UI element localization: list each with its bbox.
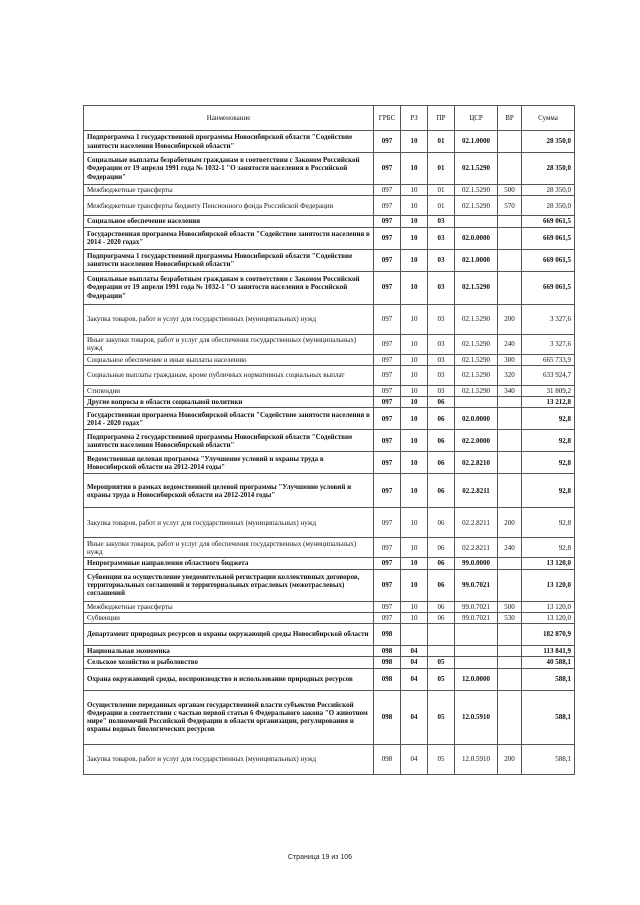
cell-pr: 01 bbox=[428, 131, 455, 153]
cell-name: Социальные выплаты безработным гражданам в соответствии с Законом Российской Федерации от 19 апреля 1991 года № 1032-1 "О занятости населения в Российской Федерации" bbox=[84, 153, 374, 185]
cell-csr bbox=[455, 646, 498, 657]
cell-rz: 10 bbox=[401, 365, 428, 385]
cell-rz: 10 bbox=[401, 249, 428, 271]
cell-grbs: 098 bbox=[374, 646, 401, 657]
table-row bbox=[84, 430, 575, 452]
cell-grbs: 097 bbox=[374, 474, 401, 508]
cell-csr: 02.1.0000 bbox=[455, 249, 498, 271]
cell-vr: 240 bbox=[498, 538, 522, 558]
cell-rz: 10 bbox=[401, 474, 428, 508]
table-row bbox=[84, 185, 575, 196]
cell-rz: 10 bbox=[401, 216, 428, 227]
cell-rz: 10 bbox=[401, 538, 428, 558]
cell-sum: 182 870,9 bbox=[522, 624, 575, 646]
cell-grbs: 097 bbox=[374, 508, 401, 538]
cell-grbs: 098 bbox=[374, 668, 401, 690]
cell-rz: 10 bbox=[401, 227, 428, 249]
cell-sum: 92,8 bbox=[522, 430, 575, 452]
cell-sum: 13 120,0 bbox=[522, 612, 575, 623]
cell-grbs: 097 bbox=[374, 354, 401, 365]
cell-rz: 10 bbox=[401, 452, 428, 474]
cell-sum: 28 350,0 bbox=[522, 196, 575, 216]
table-row bbox=[84, 216, 575, 227]
cell-pr: 06 bbox=[428, 430, 455, 452]
cell-csr: 02.0.0000 bbox=[455, 227, 498, 249]
cell-pr: 06 bbox=[428, 558, 455, 569]
cell-pr: 06 bbox=[428, 408, 455, 430]
cell-sum: 665 733,9 bbox=[522, 354, 575, 365]
cell-grbs: 098 bbox=[374, 744, 401, 774]
cell-rz: 10 bbox=[401, 304, 428, 334]
cell-grbs: 097 bbox=[374, 569, 401, 601]
cell-pr: 01 bbox=[428, 153, 455, 185]
cell-csr: 02.2.8211 bbox=[455, 474, 498, 508]
cell-csr bbox=[455, 657, 498, 668]
cell-name: Субвенции на осуществление уведомительной регистрации коллективных договоров, территориальных соглашений и территориальных отраслевых (межотраслевых) соглашений bbox=[84, 569, 374, 601]
cell-name: Другие вопросы в области социальной политики bbox=[84, 397, 374, 408]
cell-vr: 320 bbox=[498, 365, 522, 385]
cell-name: Мероприятия в рамках ведомственной целевой программы "Улучшение условий и охраны труда в Новосибирской области на 2012-2014 годы" bbox=[84, 474, 374, 508]
cell-sum: 13 120,0 bbox=[522, 601, 575, 612]
cell-csr bbox=[455, 216, 498, 227]
cell-sum: 3 327,6 bbox=[522, 304, 575, 334]
cell-grbs: 097 bbox=[374, 365, 401, 385]
table-row bbox=[84, 612, 575, 623]
cell-csr: 02.1.5290 bbox=[455, 185, 498, 196]
cell-csr: 02.1.5290 bbox=[455, 334, 498, 354]
cell-vr bbox=[498, 657, 522, 668]
cell-csr: 02.2.8211 bbox=[455, 508, 498, 538]
cell-sum: 588,1 bbox=[522, 668, 575, 690]
header-name: Наименование bbox=[84, 106, 374, 131]
cell-grbs: 097 bbox=[374, 558, 401, 569]
cell-pr: 06 bbox=[428, 538, 455, 558]
cell-sum: 669 061,5 bbox=[522, 227, 575, 249]
cell-vr bbox=[498, 397, 522, 408]
page-number: Страница 19 из 106 bbox=[287, 854, 353, 861]
cell-csr: 02.1.5290 bbox=[455, 153, 498, 185]
cell-name: Государственная программа Новосибирской области "Содействие занятости населения в 2014 - 2020 годах" bbox=[84, 227, 374, 249]
cell-rz: 10 bbox=[401, 569, 428, 601]
cell-pr: 05 bbox=[428, 690, 455, 744]
cell-vr bbox=[498, 558, 522, 569]
cell-grbs: 097 bbox=[374, 271, 401, 304]
header-pr: ПР bbox=[428, 106, 455, 131]
table-row bbox=[84, 646, 575, 657]
cell-rz bbox=[401, 624, 428, 646]
cell-grbs: 097 bbox=[374, 304, 401, 334]
table-row bbox=[84, 538, 575, 558]
cell-rz: 10 bbox=[401, 153, 428, 185]
cell-csr: 99.0.7021 bbox=[455, 569, 498, 601]
cell-sum: 92,8 bbox=[522, 408, 575, 430]
cell-sum: 633 924,7 bbox=[522, 365, 575, 385]
cell-grbs: 097 bbox=[374, 216, 401, 227]
cell-pr: 06 bbox=[428, 474, 455, 508]
header-csr: ЦСР bbox=[455, 106, 498, 131]
cell-rz: 10 bbox=[401, 558, 428, 569]
cell-pr bbox=[428, 624, 455, 646]
cell-grbs: 097 bbox=[374, 452, 401, 474]
cell-csr: 99.0.0000 bbox=[455, 558, 498, 569]
cell-vr bbox=[498, 452, 522, 474]
header-sum: Сумма bbox=[522, 106, 575, 131]
cell-sum: 3 327,6 bbox=[522, 334, 575, 354]
cell-rz: 10 bbox=[401, 601, 428, 612]
cell-grbs: 098 bbox=[374, 690, 401, 744]
cell-grbs: 097 bbox=[374, 153, 401, 185]
cell-sum: 92,8 bbox=[522, 452, 575, 474]
cell-csr: 12.0.5910 bbox=[455, 744, 498, 774]
table-row bbox=[84, 271, 575, 304]
cell-pr: 05 bbox=[428, 744, 455, 774]
cell-grbs: 097 bbox=[374, 430, 401, 452]
cell-csr: 99.0.7021 bbox=[455, 612, 498, 623]
table-row bbox=[84, 744, 575, 774]
cell-vr bbox=[498, 408, 522, 430]
cell-rz: 10 bbox=[401, 131, 428, 153]
cell-grbs: 097 bbox=[374, 601, 401, 612]
cell-vr: 530 bbox=[498, 612, 522, 623]
table-header-row bbox=[84, 106, 575, 131]
cell-rz: 04 bbox=[401, 646, 428, 657]
cell-name: Межбюджетные трансферты bbox=[84, 601, 374, 612]
cell-grbs: 098 bbox=[374, 624, 401, 646]
cell-vr bbox=[498, 216, 522, 227]
cell-grbs: 097 bbox=[374, 538, 401, 558]
table-row bbox=[84, 365, 575, 385]
cell-grbs: 097 bbox=[374, 227, 401, 249]
cell-sum: 669 061,5 bbox=[522, 249, 575, 271]
cell-sum: 31 809,2 bbox=[522, 385, 575, 396]
cell-vr: 570 bbox=[498, 196, 522, 216]
cell-rz: 10 bbox=[401, 334, 428, 354]
cell-rz: 04 bbox=[401, 690, 428, 744]
cell-rz: 10 bbox=[401, 397, 428, 408]
cell-pr: 03 bbox=[428, 365, 455, 385]
table-row bbox=[84, 690, 575, 744]
table-row bbox=[84, 601, 575, 612]
table-row bbox=[84, 397, 575, 408]
cell-pr: 03 bbox=[428, 354, 455, 365]
cell-vr: 240 bbox=[498, 334, 522, 354]
cell-vr: 200 bbox=[498, 304, 522, 334]
table-row bbox=[84, 196, 575, 216]
table-row bbox=[84, 408, 575, 430]
cell-rz: 10 bbox=[401, 271, 428, 304]
cell-vr bbox=[498, 430, 522, 452]
cell-pr: 03 bbox=[428, 216, 455, 227]
cell-name: Межбюджетные трансферты bbox=[84, 185, 374, 196]
cell-csr: 02.2.8211 bbox=[455, 538, 498, 558]
table-row bbox=[84, 385, 575, 396]
cell-vr bbox=[498, 668, 522, 690]
table-row bbox=[84, 249, 575, 271]
cell-name: Закупка товаров, работ и услуг для государственных (муниципальных) нужд bbox=[84, 304, 374, 334]
cell-csr bbox=[455, 624, 498, 646]
table-row bbox=[84, 131, 575, 153]
cell-pr: 05 bbox=[428, 657, 455, 668]
cell-rz: 10 bbox=[401, 354, 428, 365]
cell-name: Непрограммные направления областного бюджета bbox=[84, 558, 374, 569]
budget-table bbox=[83, 105, 575, 775]
cell-vr bbox=[498, 249, 522, 271]
cell-csr: 02.1.5290 bbox=[455, 196, 498, 216]
cell-pr bbox=[428, 646, 455, 657]
cell-name: Закупка товаров, работ и услуг для государственных (муниципальных) нужд bbox=[84, 508, 374, 538]
cell-sum: 13 212,8 bbox=[522, 397, 575, 408]
cell-name: Межбюджетные трансферты бюджету Пенсионного фонда Российской Федерации bbox=[84, 196, 374, 216]
cell-sum: 28 350,0 bbox=[522, 185, 575, 196]
cell-name: Субвенции bbox=[84, 612, 374, 623]
cell-csr: 02.1.5290 bbox=[455, 385, 498, 396]
cell-pr: 06 bbox=[428, 508, 455, 538]
cell-sum: 588,1 bbox=[522, 744, 575, 774]
cell-name: Национальная экономика bbox=[84, 646, 374, 657]
cell-grbs: 097 bbox=[374, 131, 401, 153]
cell-vr bbox=[498, 131, 522, 153]
header-rz: РЗ bbox=[401, 106, 428, 131]
cell-sum: 669 061,5 bbox=[522, 271, 575, 304]
cell-csr: 02.2.0000 bbox=[455, 430, 498, 452]
cell-rz: 10 bbox=[401, 385, 428, 396]
cell-vr: 200 bbox=[498, 744, 522, 774]
cell-pr: 06 bbox=[428, 397, 455, 408]
cell-pr: 06 bbox=[428, 569, 455, 601]
cell-sum: 13 120,0 bbox=[522, 569, 575, 601]
cell-sum: 92,8 bbox=[522, 538, 575, 558]
cell-grbs: 097 bbox=[374, 196, 401, 216]
cell-csr: 02.1.5290 bbox=[455, 354, 498, 365]
cell-name: Иные закупки товаров, работ и услуг для обеспечения государственных (муниципальных) нужд bbox=[84, 538, 374, 558]
cell-csr: 02.1.0000 bbox=[455, 131, 498, 153]
cell-rz: 04 bbox=[401, 668, 428, 690]
cell-grbs: 097 bbox=[374, 249, 401, 271]
cell-csr: 12.0.0000 bbox=[455, 668, 498, 690]
cell-name: Социальное обеспечение и иные выплаты населению bbox=[84, 354, 374, 365]
table-row bbox=[84, 508, 575, 538]
cell-pr: 06 bbox=[428, 612, 455, 623]
cell-csr: 02.1.5290 bbox=[455, 271, 498, 304]
cell-csr: 02.1.5290 bbox=[455, 304, 498, 334]
header-vr: ВР bbox=[498, 106, 522, 131]
cell-csr: 02.2.8210 bbox=[455, 452, 498, 474]
table-row bbox=[84, 227, 575, 249]
cell-sum: 92,8 bbox=[522, 474, 575, 508]
cell-pr: 03 bbox=[428, 271, 455, 304]
cell-rz: 10 bbox=[401, 185, 428, 196]
table-row bbox=[84, 452, 575, 474]
cell-name: Ведомственная целевая программа "Улучшение условий и охраны труда в Новосибирской области на 2012-2014 годы" bbox=[84, 452, 374, 474]
cell-grbs: 097 bbox=[374, 397, 401, 408]
cell-grbs: 097 bbox=[374, 185, 401, 196]
cell-grbs: 097 bbox=[374, 385, 401, 396]
cell-csr: 99.0.7021 bbox=[455, 601, 498, 612]
cell-pr: 03 bbox=[428, 249, 455, 271]
cell-pr: 01 bbox=[428, 196, 455, 216]
cell-csr: 02.1.5290 bbox=[455, 365, 498, 385]
cell-grbs: 097 bbox=[374, 334, 401, 354]
cell-csr: 02.0.0000 bbox=[455, 408, 498, 430]
cell-grbs: 097 bbox=[374, 408, 401, 430]
table-row bbox=[84, 304, 575, 334]
cell-pr: 03 bbox=[428, 385, 455, 396]
cell-name: Сельское хозяйство и рыболовство bbox=[84, 657, 374, 668]
cell-rz: 04 bbox=[401, 744, 428, 774]
table-row bbox=[84, 624, 575, 646]
cell-vr bbox=[498, 271, 522, 304]
cell-csr bbox=[455, 397, 498, 408]
cell-rz: 10 bbox=[401, 430, 428, 452]
cell-pr: 06 bbox=[428, 601, 455, 612]
cell-sum: 113 841,9 bbox=[522, 646, 575, 657]
cell-vr: 500 bbox=[498, 601, 522, 612]
cell-name: Охрана окружающей среды, воспроизводство и использование природных ресурсов bbox=[84, 668, 374, 690]
cell-vr bbox=[498, 227, 522, 249]
cell-pr: 06 bbox=[428, 452, 455, 474]
cell-rz: 10 bbox=[401, 612, 428, 623]
cell-name: Департамент природных ресурсов и охраны окружающей среды Новосибирской области bbox=[84, 624, 374, 646]
cell-name: Осуществление переданных органам государственной власти субъектов Российской Федерации в соответствии с частью первой статьи 6 Федерального закона "О животном мире" полномочий Российской Федерации в области организации, регулирования и охраны водных биологических ресурсов bbox=[84, 690, 374, 744]
cell-name: Социальные выплаты безработным гражданам в соответствии с Законом Российской Федерации от 19 апреля 1991 года № 1032-1 "О занятости населения в Российской Федерации" bbox=[84, 271, 374, 304]
table-row bbox=[84, 334, 575, 354]
cell-rz: 10 bbox=[401, 508, 428, 538]
cell-vr bbox=[498, 646, 522, 657]
cell-vr: 300 bbox=[498, 354, 522, 365]
cell-pr: 03 bbox=[428, 304, 455, 334]
cell-pr: 03 bbox=[428, 334, 455, 354]
cell-vr bbox=[498, 690, 522, 744]
cell-sum: 13 120,0 bbox=[522, 558, 575, 569]
cell-name: Закупка товаров, работ и услуг для государственных (муниципальных) нужд bbox=[84, 744, 374, 774]
table-row bbox=[84, 153, 575, 185]
cell-name: Иные закупки товаров, работ и услуг для обеспечения государственных (муниципальных) нужд bbox=[84, 334, 374, 354]
table-row bbox=[84, 657, 575, 668]
table-row bbox=[84, 474, 575, 508]
cell-rz: 04 bbox=[401, 657, 428, 668]
cell-sum: 40 588,1 bbox=[522, 657, 575, 668]
cell-name: Социальные выплаты гражданам, кроме публичных нормативных социальных выплат bbox=[84, 365, 374, 385]
cell-grbs: 097 bbox=[374, 612, 401, 623]
cell-vr: 340 bbox=[498, 385, 522, 396]
cell-rz: 10 bbox=[401, 408, 428, 430]
cell-sum: 28 350,0 bbox=[522, 153, 575, 185]
cell-rz: 10 bbox=[401, 196, 428, 216]
cell-grbs: 098 bbox=[374, 657, 401, 668]
cell-name: Подпрограмма 1 государственной программы Новосибирской области "Содействие занятости населения Новосибирской области" bbox=[84, 249, 374, 271]
cell-vr bbox=[498, 624, 522, 646]
cell-vr: 500 bbox=[498, 185, 522, 196]
header-grbs: ГРБС bbox=[374, 106, 401, 131]
table-row bbox=[84, 558, 575, 569]
cell-sum: 588,1 bbox=[522, 690, 575, 744]
table-row bbox=[84, 354, 575, 365]
cell-sum: 92,8 bbox=[522, 508, 575, 538]
cell-name: Стипендии bbox=[84, 385, 374, 396]
cell-sum: 669 061,5 bbox=[522, 216, 575, 227]
cell-csr: 12.0.5910 bbox=[455, 690, 498, 744]
cell-pr: 05 bbox=[428, 668, 455, 690]
cell-vr: 200 bbox=[498, 508, 522, 538]
cell-name: Социальное обеспечение населения bbox=[84, 216, 374, 227]
cell-pr: 01 bbox=[428, 185, 455, 196]
cell-name: Государственная программа Новосибирской области "Содействие занятости населения в 2014 - 2020 годах" bbox=[84, 408, 374, 430]
cell-vr bbox=[498, 569, 522, 601]
cell-pr: 03 bbox=[428, 227, 455, 249]
cell-vr bbox=[498, 474, 522, 508]
table-row bbox=[84, 569, 575, 601]
table-row bbox=[84, 668, 575, 690]
cell-sum: 28 350,0 bbox=[522, 131, 575, 153]
cell-vr bbox=[498, 153, 522, 185]
cell-name: Подпрограмма 2 государственной программы Новосибирской области "Содействие занятости населения Новосибирской области" bbox=[84, 430, 374, 452]
cell-name: Подпрограмма 1 государственной программы Новосибирской области "Содействие занятости населения Новосибирской области" bbox=[84, 131, 374, 153]
